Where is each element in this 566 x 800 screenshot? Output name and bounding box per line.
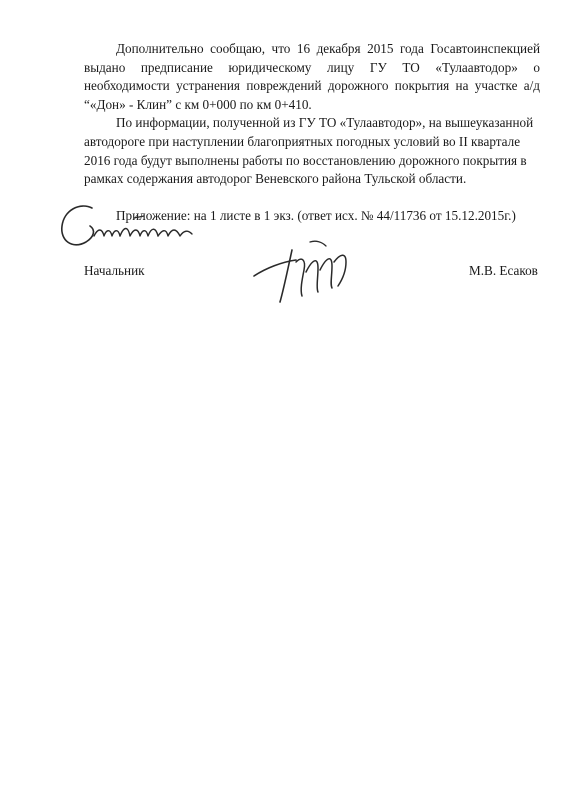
signatory-name: М.В. Есаков: [469, 263, 538, 278]
head-signature: [246, 232, 358, 316]
closing-signature-icon: [50, 196, 210, 260]
paragraph-repair-plan: По информации, полученной из ГУ ТО «Тулаавтодор», на вышеуказанной автодороге при наступлении благоприятных погодных условий во II квартале 2016 года будут выполнены работы по восстановлению дорожного покрытия в рамках содержания автодорог Веневского района Тульской области.: [84, 115, 534, 187]
closing-handwritten: [50, 196, 210, 260]
attachment-note: Приложение: на 1 листе в 1 экз. (ответ исх. № 44/11736 от 15.12.2015г.): [116, 208, 516, 223]
signature-icon: [246, 232, 358, 316]
letter-body: [84, 40, 540, 189]
signatory-position: Начальник: [84, 263, 145, 278]
paragraph-inspection-order: Дополнительно сообщаю, что 16 декабря 2015 года Госавтоинспекцией выдано предписание юридическому лицу ГУ ТО «Тулаавтодор» о необходимости устранения повреждений дорожного покрытия на участке а/д “«Дон» - Клин” с км 0+000 по км 0+410.: [84, 41, 540, 112]
